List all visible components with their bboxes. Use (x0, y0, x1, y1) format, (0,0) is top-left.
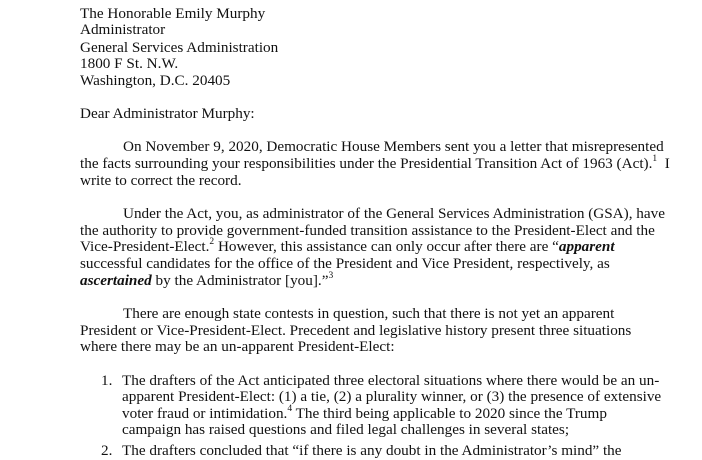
recipient-city: Washington, D.C. 20405 (80, 72, 231, 89)
para3-line2: President or Vice-President-Elect. Precedent and legislative history present three situations (80, 322, 632, 339)
para2-line3 (80, 236, 615, 256)
footnote-ref-2: 2 (209, 236, 215, 247)
para2-line1: Under the Act, you, as administrator of the General Services Administration (GSA), have (123, 205, 665, 222)
list-item-line2: apparent President-Elect: (1) a tie, (2) a plurality winner, or (3) the presence of extensive (122, 388, 662, 405)
para2-line4: successful candidates for the office of the President and Vice President, respectively, as (80, 255, 610, 272)
para1-line2-text: the facts surrounding your responsibilities under the Presidential Transition Act of 1963 (Act). (80, 155, 653, 172)
list-item-line3-end: The third being applicable to 2020 since the Trump (292, 405, 607, 422)
recipient-title: Administrator (80, 21, 166, 38)
para3-line3: where there may be an un-apparent President-Elect: (80, 338, 395, 355)
list-item-number: 1. (101, 372, 113, 389)
list-item-line4: campaign has raised questions and filed legal challenges in several states; (122, 421, 570, 438)
ascertained-emphasis: ascertained (80, 272, 152, 289)
para1-line1: On November 9, 2020, Democratic House Members sent you a letter that misrepresented (123, 138, 664, 155)
para2-line3-text: Vice-President-Elect. (80, 238, 210, 255)
para1-line2-end: I (657, 155, 670, 172)
para2-line5 (80, 270, 334, 290)
list-item-line3-text: voter fraud or intimidation. (122, 405, 288, 422)
footnote-ref-4: 4 (287, 403, 293, 414)
list-item-line1: The drafters of the Act anticipated three electoral situations where there would be an un- (122, 372, 660, 389)
para2-line3-mid: However, this assistance can only occur after there are “ (214, 238, 559, 255)
recipient-agency: General Services Administration (80, 39, 279, 56)
list-item-number: 2. (101, 442, 113, 459)
para1-line2 (80, 153, 670, 173)
para3-line1: There are enough state contests in question, such that there is not yet an apparent (123, 305, 615, 322)
footnote-ref-1: 1 (652, 153, 658, 164)
apparent-emphasis: apparent (558, 238, 615, 255)
recipient-name: The Honorable Emily Murphy (80, 5, 266, 22)
footnote-ref-3: 3 (328, 270, 334, 281)
para1-line3: write to correct the record. (80, 172, 242, 189)
para2-line2: the authority to provide government-funded transition assistance to the President-Elect and the (80, 222, 655, 239)
recipient-street: 1800 F St. N.W. (80, 55, 179, 72)
list-item-line1: The drafters concluded that “if there is any doubt in the Administrator’s mind” the (122, 442, 622, 459)
salutation: Dear Administrator Murphy: (80, 105, 255, 122)
para2-line5-text: by the Administrator [you].” (151, 272, 329, 289)
